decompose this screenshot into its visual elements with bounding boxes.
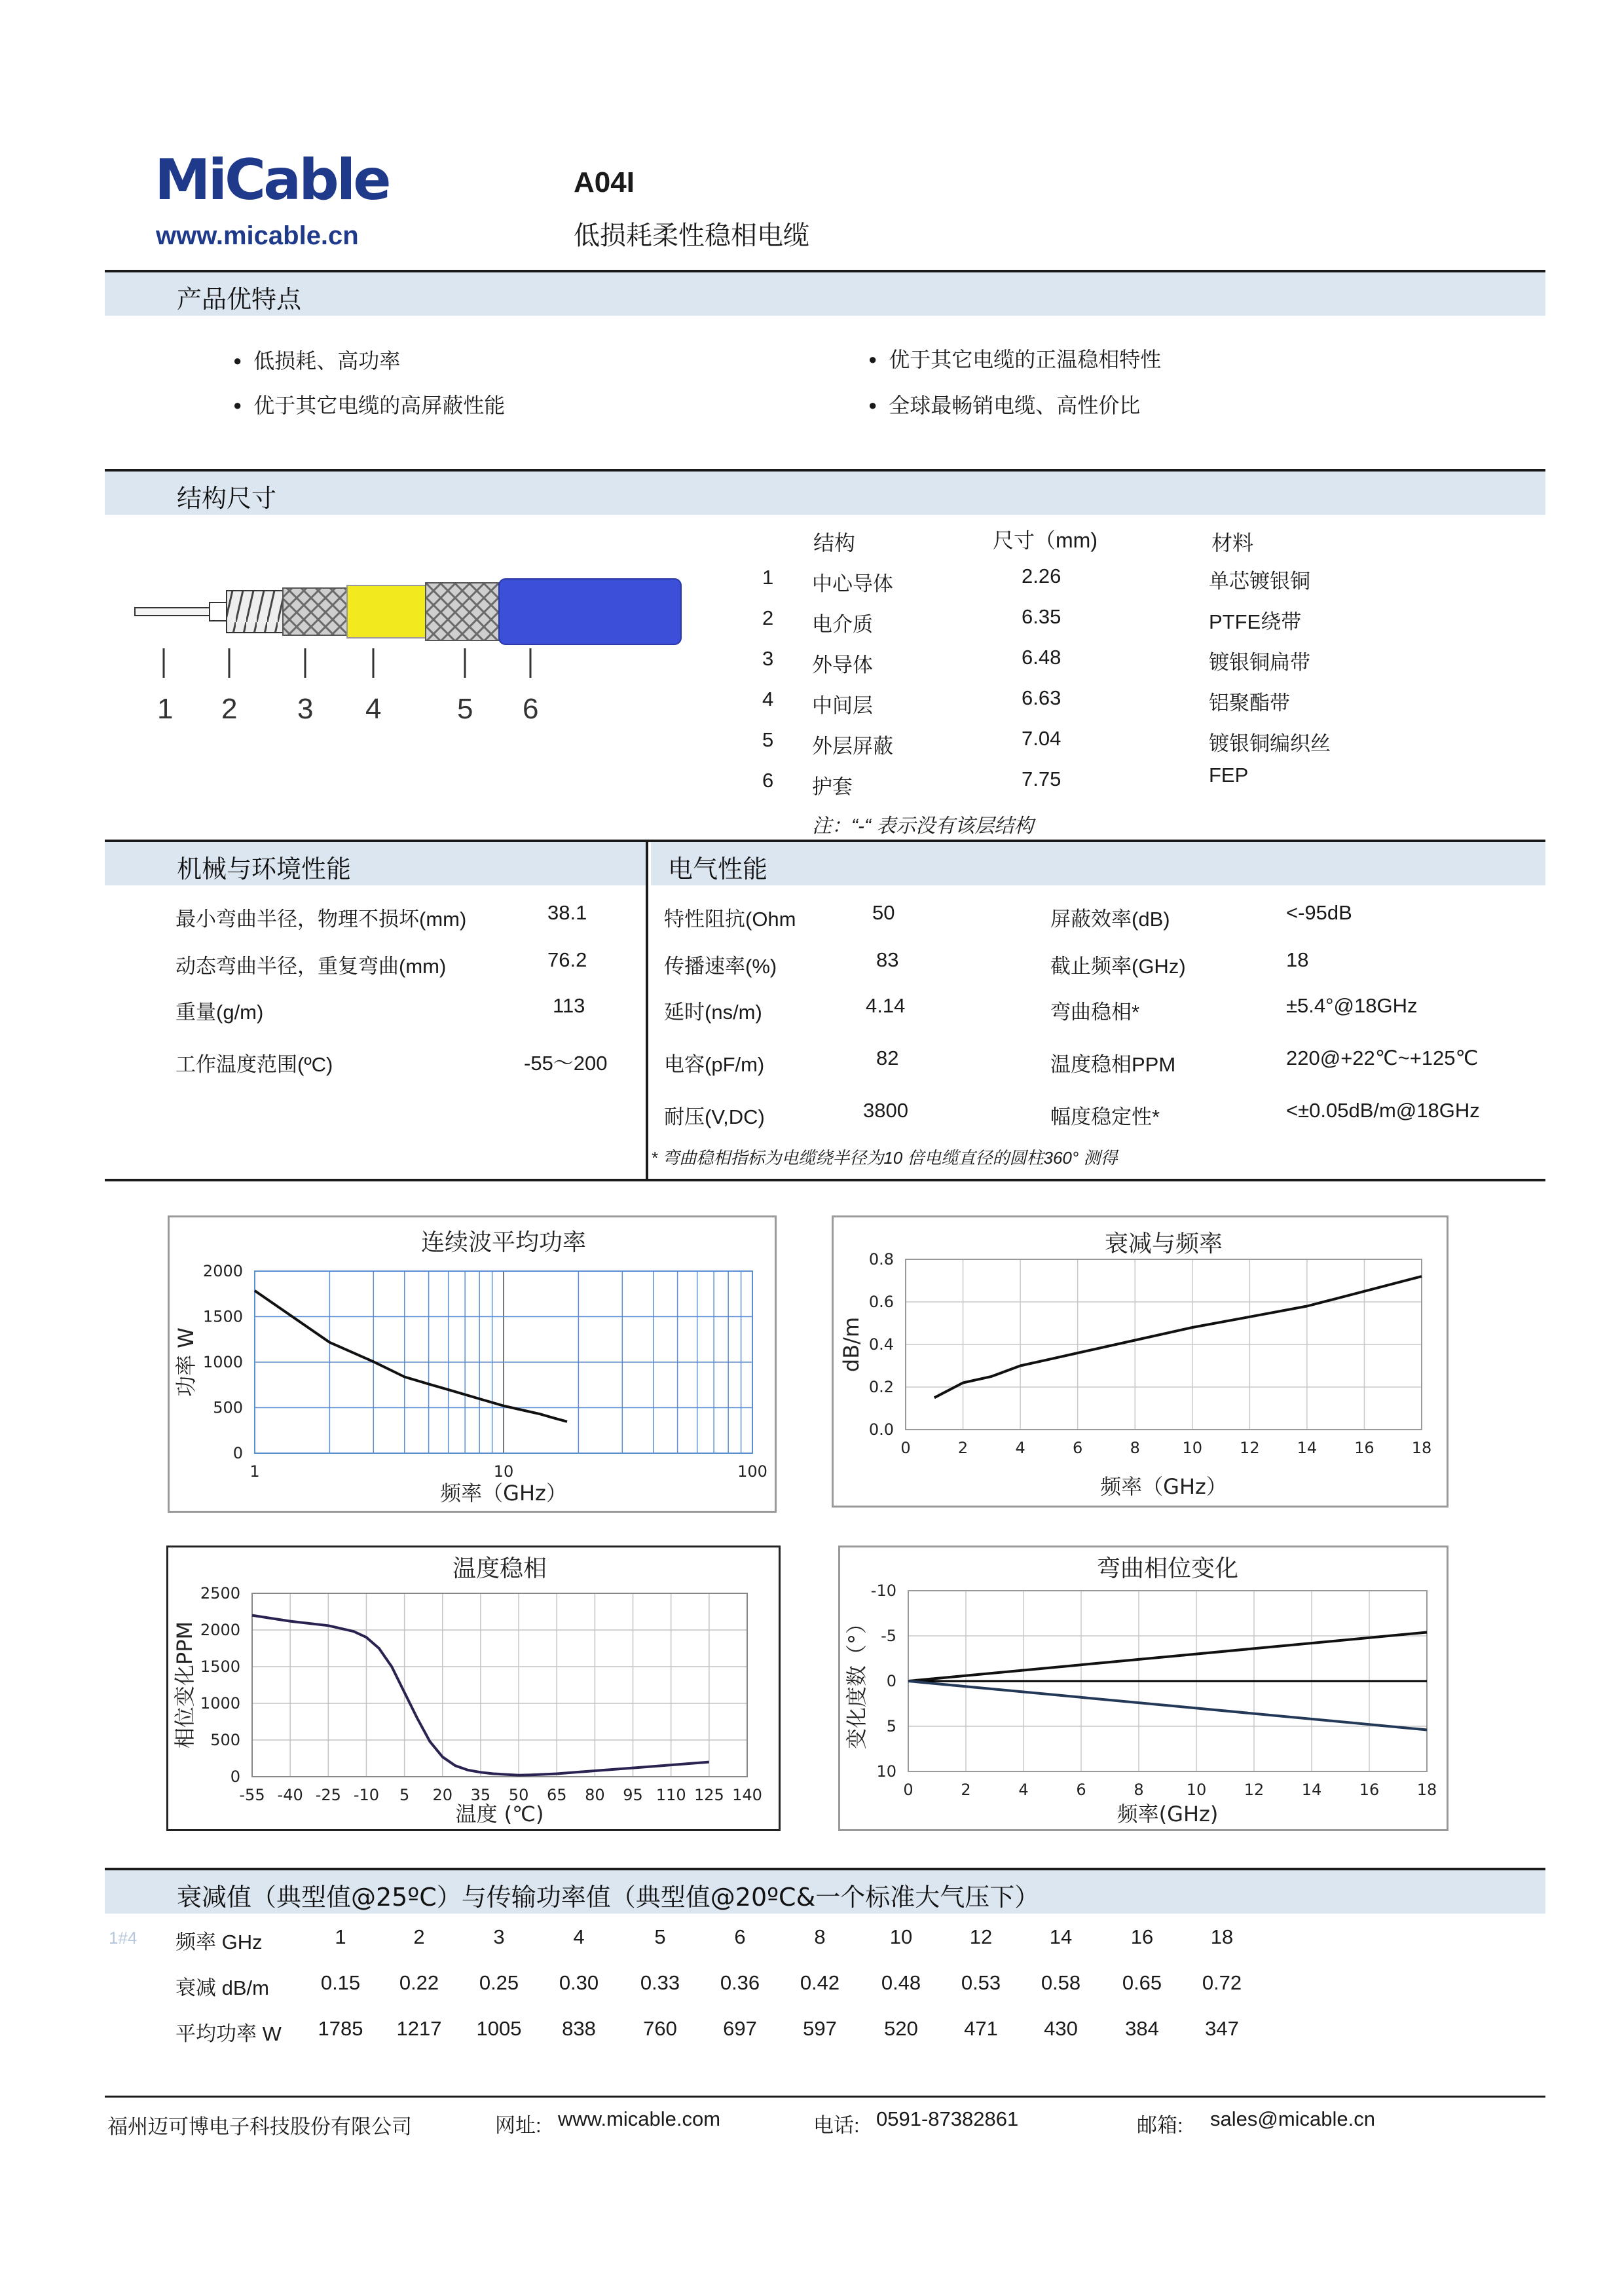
elec-value: 18 xyxy=(1286,948,1309,971)
plot-frame xyxy=(252,1593,747,1777)
chart-bend-phase xyxy=(838,1546,1449,1831)
y-tick-label: 1000 xyxy=(202,1353,243,1371)
y-tick-label: 0.8 xyxy=(868,1250,894,1268)
table-cell: 6 xyxy=(734,1925,746,1948)
y-tick-label: 1500 xyxy=(200,1657,240,1676)
elec-label: 幅度稳定性* xyxy=(1050,1105,1160,1128)
table-cell: 430 xyxy=(1044,2017,1078,2040)
y-tick-label: 5 xyxy=(886,1717,896,1735)
chart-cw-power-svg xyxy=(170,1217,775,1511)
x-tick-label: 12 xyxy=(1244,1781,1264,1799)
table-title: 衰减值（典型值@25ºC）与传输功率值（典型值@20ºC&一个标准大气压下） xyxy=(177,1883,1040,1912)
mech-label: 重量(g/m) xyxy=(175,1001,264,1024)
callout-number: 1 xyxy=(157,693,174,725)
mech-value: 38.1 xyxy=(547,901,587,924)
structure-note: 注：“-“ 表示没有该层结构 xyxy=(812,815,1034,837)
x-tick-label: 16 xyxy=(1354,1439,1375,1457)
table-cell: 12 xyxy=(969,1925,993,1948)
chart-title: 弯曲相位变化 xyxy=(1096,1555,1239,1582)
x-tick-label: 110 xyxy=(655,1786,686,1804)
elec-label: 电容(pF/m) xyxy=(664,1053,765,1076)
row-name: 电介质 xyxy=(812,613,873,636)
x-tick-label: 18 xyxy=(1416,1781,1437,1799)
x-tick-label: 4 xyxy=(1015,1439,1025,1457)
footer-company: 福州迈可博电子科技股份有限公司 xyxy=(107,2115,412,2138)
footer-email-label: 邮箱: xyxy=(1137,2114,1183,2137)
table-cell: 471 xyxy=(964,2017,998,2040)
structure-header: 结构 xyxy=(813,531,856,555)
size-header: 尺寸（mm) xyxy=(993,528,1098,552)
product-model: A04I xyxy=(574,166,635,198)
x-tick-label: 6 xyxy=(1073,1439,1083,1457)
y-tick-label: 0.6 xyxy=(868,1293,894,1311)
table-cell: 0.48 xyxy=(881,1971,921,1994)
elec-label: 温度稳相PPM xyxy=(1050,1053,1176,1076)
x-tick-label: 8 xyxy=(1130,1439,1140,1457)
row-material: 镀银铜扁带 xyxy=(1209,651,1310,674)
mech-value: 113 xyxy=(553,994,585,1017)
structure-title: 结构尺寸 xyxy=(177,484,277,513)
micable-logo-graphic xyxy=(155,152,390,211)
mech-value: -55～200 xyxy=(524,1052,608,1075)
table-cell: 4 xyxy=(573,1925,585,1948)
logo-text: MiCable xyxy=(155,152,389,211)
jacket xyxy=(499,579,681,644)
table-cell: 0.65 xyxy=(1122,1971,1162,1994)
mech-label: 工作温度范围(ºC) xyxy=(175,1053,333,1076)
mech-label: 最小弯曲半径，物理不损坏(mm) xyxy=(175,908,467,931)
chart-temp-phase-svg xyxy=(168,1547,779,1829)
table-cell: 697 xyxy=(723,2017,757,2040)
elec-label: 弯曲稳相* xyxy=(1050,1001,1140,1024)
y-axis-label: 功率 W xyxy=(174,1327,198,1397)
footer-website[interactable]: www.micable.com xyxy=(558,2107,721,2130)
mechanical-band xyxy=(105,842,646,885)
chart-title: 温度稳相 xyxy=(452,1555,547,1582)
callout-number: 4 xyxy=(365,693,382,725)
callout-number: 3 xyxy=(297,693,314,725)
table-cell: 1 xyxy=(335,1925,346,1948)
x-tick-label: 4 xyxy=(1018,1781,1029,1799)
divider xyxy=(105,1179,1545,1181)
table-cell: 10 xyxy=(889,1925,913,1948)
row-size: 7.04 xyxy=(1022,727,1061,750)
braid-inner xyxy=(283,588,348,635)
y-tick-label: -10 xyxy=(870,1582,896,1600)
x-tick-label: 14 xyxy=(1301,1781,1322,1799)
row-size: 2.26 xyxy=(1022,565,1061,587)
y-tick-label: -5 xyxy=(881,1627,896,1645)
elec-label: 截止频率(GHz) xyxy=(1050,955,1186,978)
y-axis-label: dB/m xyxy=(839,1316,864,1373)
callout-lines xyxy=(164,648,530,678)
x-axis-label: 温度 (℃) xyxy=(455,1802,544,1826)
table-cell: 0.58 xyxy=(1041,1971,1081,1994)
feature-item: ● 低损耗、高功率 xyxy=(233,344,400,375)
row-number: 2 xyxy=(762,606,774,629)
x-tick-label: 100 xyxy=(737,1462,767,1481)
y-tick-label: 500 xyxy=(213,1398,243,1417)
elec-value: <-95dB xyxy=(1286,901,1352,924)
x-tick-label: 10 xyxy=(493,1462,514,1481)
mechanical-title: 机械与环境性能 xyxy=(177,855,352,883)
x-tick-label: -55 xyxy=(239,1786,265,1804)
y-tick-label: 2500 xyxy=(200,1584,240,1602)
series-line xyxy=(908,1681,1427,1730)
x-tick-label: 14 xyxy=(1297,1439,1318,1457)
x-tick-label: 5 xyxy=(399,1786,410,1804)
table-cell: 1217 xyxy=(396,2017,442,2040)
row-size: 6.48 xyxy=(1022,646,1061,669)
y-axis-label: 相位变化PPM xyxy=(172,1621,197,1749)
x-tick-label: 2 xyxy=(961,1781,971,1799)
x-tick-label: -10 xyxy=(353,1786,380,1804)
chart-cw-power xyxy=(168,1215,777,1513)
row-material: PTFE绕带 xyxy=(1209,610,1302,633)
series-line xyxy=(934,1276,1422,1398)
electrical-footnote: * 弯曲稳相指标为电缆绕半径为10 倍电缆直径的圆柱360° 测得 xyxy=(651,1148,1118,1168)
table-cell: 0.33 xyxy=(640,1971,680,1994)
x-tick-label: 2 xyxy=(957,1439,969,1457)
electrical-title: 电气性能 xyxy=(668,855,768,883)
y-tick-label: 0.0 xyxy=(868,1420,894,1439)
logo-website: www.micable.cn xyxy=(156,221,359,250)
table-cell: 0.25 xyxy=(479,1971,519,1994)
table-cell: 5 xyxy=(654,1925,666,1948)
table-cell: 3 xyxy=(493,1925,505,1948)
middle-layer xyxy=(347,585,427,638)
x-tick-label: 1 xyxy=(249,1462,260,1481)
material-header: 材料 xyxy=(1211,531,1254,555)
y-tick-label: 1500 xyxy=(202,1307,243,1326)
structure-band xyxy=(105,472,1545,515)
mech-label: 动态弯曲半径，重复弯曲(mm) xyxy=(175,955,447,978)
elec-value: 50 xyxy=(872,901,895,924)
y-tick-label: 2000 xyxy=(202,1262,243,1280)
row-number: 6 xyxy=(762,769,774,792)
table-cell: 520 xyxy=(884,2017,918,2040)
table-cell: 14 xyxy=(1049,1925,1073,1948)
elec-label: 延时(ns/m) xyxy=(664,1001,762,1024)
x-tick-label: 10 xyxy=(1186,1781,1207,1799)
x-tick-label: 0 xyxy=(900,1439,911,1457)
x-tick-label: 18 xyxy=(1411,1439,1432,1457)
y-axis-label: 变化度数（°） xyxy=(844,1612,869,1750)
footer-email[interactable]: sales@micable.cn xyxy=(1210,2107,1376,2130)
series-line xyxy=(255,1291,567,1422)
divider xyxy=(105,2096,1545,2098)
chart-bend-phase-svg xyxy=(840,1547,1447,1829)
table-band xyxy=(105,1870,1545,1914)
x-tick-label: 65 xyxy=(546,1786,567,1804)
cable-cross-section-illustration xyxy=(131,576,694,747)
product-subtitle: 低损耗柔性稳相电缆 xyxy=(574,221,809,251)
y-tick-label: 0 xyxy=(232,1444,243,1462)
elec-label: 特性阻抗(Ohm xyxy=(664,908,796,931)
elec-label: 屏蔽效率(dB) xyxy=(1050,908,1170,931)
x-axis-label: 频率（GHz） xyxy=(1100,1474,1227,1499)
row-name: 外层屏蔽 xyxy=(812,735,893,758)
row-material: 铝聚酯带 xyxy=(1209,692,1290,714)
x-axis-label: 频率（GHz） xyxy=(440,1481,567,1506)
x-tick-label: 0 xyxy=(903,1781,913,1799)
callout-number: 2 xyxy=(221,693,238,725)
table-cell: 2 xyxy=(413,1925,425,1948)
row-material: 镀银铜编织丝 xyxy=(1209,732,1331,755)
x-tick-label: 20 xyxy=(432,1786,453,1804)
features-band xyxy=(105,272,1545,316)
row-label: 衰减 dB/m xyxy=(175,1976,269,1999)
table-cell: 16 xyxy=(1130,1925,1154,1948)
table-cell: 1005 xyxy=(476,2017,522,2040)
chart-attenuation-svg xyxy=(834,1217,1447,1506)
row-number: 3 xyxy=(762,647,774,670)
feature-item: ● 优于其它电缆的正温稳相特性 xyxy=(868,343,1161,373)
x-tick-label: 140 xyxy=(732,1786,762,1804)
elec-value: 3800 xyxy=(863,1099,908,1122)
y-tick-label: 2000 xyxy=(200,1621,240,1639)
row-marker: 1#4 xyxy=(109,1928,138,1948)
footer-website-label: 网址: xyxy=(495,2114,542,2137)
y-tick-label: 0 xyxy=(230,1768,240,1786)
x-tick-label: -25 xyxy=(315,1786,341,1804)
y-tick-label: 0.2 xyxy=(868,1378,894,1396)
row-size: 6.35 xyxy=(1022,605,1061,628)
feature-item: ● 全球最畅销电缆、高性价比 xyxy=(868,389,1140,419)
y-tick-label: 0.4 xyxy=(868,1335,894,1354)
series-line xyxy=(908,1633,1427,1682)
table-cell: 597 xyxy=(803,2017,837,2040)
x-tick-label: 35 xyxy=(470,1786,491,1804)
chart-attenuation xyxy=(832,1215,1449,1508)
table-cell: 838 xyxy=(562,2017,596,2040)
row-label: 频率 GHz xyxy=(175,1931,263,1953)
elec-value: ±5.4°@18GHz xyxy=(1286,994,1418,1017)
row-name: 护套 xyxy=(812,775,853,798)
x-tick-label: 80 xyxy=(585,1786,605,1804)
y-tick-label: 1000 xyxy=(200,1694,240,1713)
x-tick-label: 125 xyxy=(693,1786,724,1804)
outer-shield-braid xyxy=(426,583,502,640)
elec-label: 耐压(V,DC) xyxy=(664,1105,765,1128)
row-number: 4 xyxy=(762,688,774,711)
x-tick-label: 12 xyxy=(1240,1439,1260,1457)
feature-item: ● 优于其它电缆的高屏蔽性能 xyxy=(233,389,505,419)
table-cell: 0.30 xyxy=(559,1971,599,1994)
x-tick-label: 50 xyxy=(508,1786,529,1804)
logo xyxy=(155,152,390,211)
outer-conductor-tape xyxy=(227,591,287,633)
table-cell: 18 xyxy=(1210,1925,1234,1948)
table-cell: 8 xyxy=(814,1925,826,1948)
chart-title: 衰减与频率 xyxy=(1104,1231,1223,1257)
elec-value: 220@+22℃~+125℃ xyxy=(1286,1046,1479,1069)
column-divider xyxy=(646,842,648,1179)
y-tick-label: 500 xyxy=(210,1731,240,1749)
x-axis-label: 频率(GHz) xyxy=(1116,1802,1219,1826)
mech-value: 76.2 xyxy=(547,948,587,971)
table-cell: 0.53 xyxy=(961,1971,1001,1994)
callout-number: 6 xyxy=(523,693,539,725)
table-cell: 760 xyxy=(643,2017,677,2040)
row-material: FEP xyxy=(1209,764,1249,787)
row-material: 单芯镀银铜 xyxy=(1209,570,1310,593)
table-cell: 347 xyxy=(1205,2017,1239,2040)
row-label: 平均功率 W xyxy=(175,2022,282,2045)
chart-temp-phase xyxy=(166,1546,781,1831)
table-cell: 0.15 xyxy=(320,1971,361,1994)
elec-value: 4.14 xyxy=(866,994,906,1017)
elec-value: 82 xyxy=(876,1046,899,1069)
row-number: 5 xyxy=(762,728,774,751)
table-cell: 1785 xyxy=(318,2017,363,2040)
row-size: 7.75 xyxy=(1022,768,1061,790)
features-title: 产品优特点 xyxy=(177,285,302,314)
elec-label: 传播速率(%) xyxy=(664,955,777,978)
electrical-band xyxy=(651,842,1545,885)
table-cell: 384 xyxy=(1125,2017,1159,2040)
row-name: 中间层 xyxy=(812,694,873,717)
elec-value: <±0.05dB/m@18GHz xyxy=(1286,1099,1480,1122)
row-number: 1 xyxy=(762,566,774,589)
chart-title: 连续波平均功率 xyxy=(420,1229,587,1256)
footer-phone-label: 电话: xyxy=(813,2114,860,2137)
x-tick-label: 16 xyxy=(1359,1781,1380,1799)
row-name: 外导体 xyxy=(812,654,873,676)
table-cell: 0.42 xyxy=(800,1971,840,1994)
x-tick-label: -40 xyxy=(277,1786,303,1804)
row-name: 中心导体 xyxy=(812,572,893,595)
x-tick-label: 8 xyxy=(1134,1781,1144,1799)
row-size: 6.63 xyxy=(1022,686,1061,709)
table-cell: 0.72 xyxy=(1202,1971,1242,1994)
table-cell: 0.36 xyxy=(720,1971,760,1994)
footer-phone: 0591-87382861 xyxy=(876,2107,1019,2130)
x-tick-label: 10 xyxy=(1182,1439,1203,1457)
y-tick-label: 0 xyxy=(886,1672,896,1690)
x-tick-label: 6 xyxy=(1076,1781,1086,1799)
center-conductor xyxy=(135,608,213,616)
y-tick-label: 10 xyxy=(876,1762,896,1781)
x-tick-label: 95 xyxy=(623,1786,643,1804)
table-cell: 0.22 xyxy=(399,1971,439,1994)
callout-number: 5 xyxy=(457,693,473,725)
elec-value: 83 xyxy=(876,948,899,971)
